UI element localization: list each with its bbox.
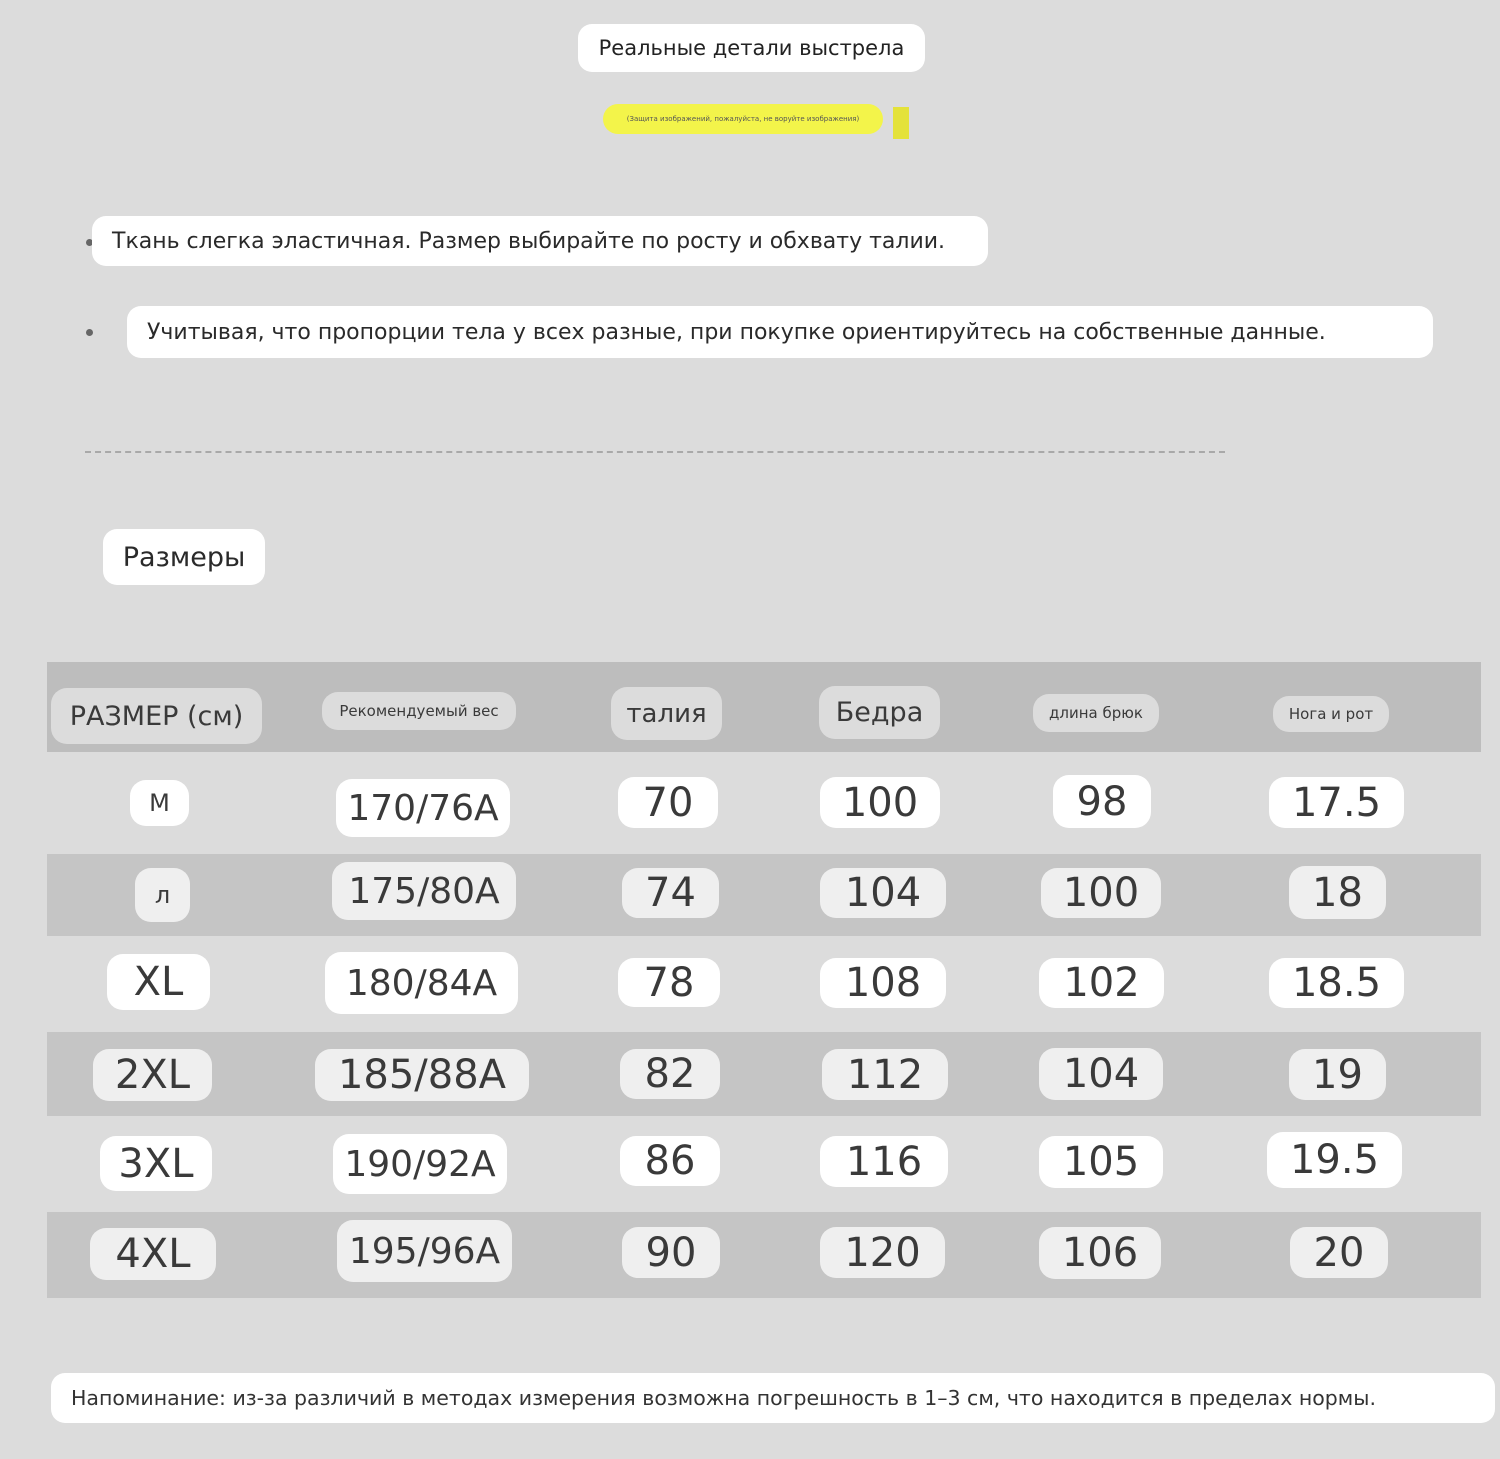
column-header-leg-opening: Нога и рот <box>1273 696 1389 732</box>
image-protection-note: (Защита изображений, пожалуйста, не воруйте изображения) <box>603 104 883 134</box>
cell-size: XL <box>107 954 210 1010</box>
cell-pants-length: 104 <box>1039 1048 1163 1100</box>
cell-pants-length: 106 <box>1039 1227 1161 1279</box>
cell-pants-length: 105 <box>1039 1136 1163 1188</box>
cell-size: 3XL <box>100 1136 212 1191</box>
note-fabric: Ткань слегка эластичная. Размер выбирайте по росту и обхвату талии. <box>92 216 988 266</box>
cell-hips: 100 <box>820 777 940 828</box>
cell-weight: 180/84A <box>325 952 518 1014</box>
cell-weight: 190/92A <box>333 1134 507 1194</box>
column-header-waist: талия <box>611 687 722 740</box>
page-title: Реальные детали выстрела <box>578 24 925 72</box>
cell-size: M <box>130 780 189 826</box>
table-row <box>47 936 1481 1032</box>
table-row <box>47 854 1481 936</box>
column-header-size: РАЗМЕР (см) <box>51 688 262 744</box>
cell-leg-opening: 17.5 <box>1269 777 1404 828</box>
cell-waist: 74 <box>622 868 719 918</box>
cell-weight: 185/88A <box>315 1049 529 1101</box>
table-row <box>47 752 1481 854</box>
measurement-reminder: Напоминание: из-за различий в методах измерения возможна погрешность в 1–3 см, что находится в пределах нормы. <box>51 1373 1495 1423</box>
dashed-divider <box>85 451 1225 453</box>
column-header-weight: Рекомендуемый вес <box>322 692 516 730</box>
column-header-pants-length: длина брюк <box>1033 694 1159 732</box>
cell-size: 4XL <box>90 1228 216 1280</box>
cell-leg-opening: 19.5 <box>1267 1132 1402 1188</box>
table-header-row <box>47 662 1481 752</box>
bullet-icon <box>86 329 93 336</box>
cell-size: л <box>135 868 190 922</box>
cell-waist: 86 <box>620 1136 720 1186</box>
note-proportions: Учитывая, что пропорции тела у всех разные, при покупке ориентируйтесь на собственные данные. <box>127 306 1433 358</box>
cell-pants-length: 100 <box>1041 868 1161 918</box>
cell-waist: 90 <box>622 1227 720 1278</box>
cell-hips: 112 <box>822 1049 948 1100</box>
cell-hips: 104 <box>820 868 946 918</box>
table-row <box>47 1212 1481 1298</box>
cell-waist: 78 <box>618 958 720 1007</box>
table-row <box>47 1116 1481 1212</box>
column-header-hips: Бедра <box>819 686 940 739</box>
cell-waist: 82 <box>620 1049 720 1099</box>
cell-leg-opening: 18 <box>1289 866 1386 919</box>
cell-weight: 175/80A <box>332 862 516 920</box>
size-table <box>47 662 1481 1298</box>
cell-hips: 120 <box>820 1227 945 1278</box>
table-row <box>47 1032 1481 1116</box>
cell-hips: 116 <box>820 1136 948 1187</box>
cell-waist: 70 <box>618 777 718 828</box>
cell-pants-length: 102 <box>1039 958 1164 1008</box>
cell-weight: 170/76A <box>336 779 510 837</box>
cell-leg-opening: 20 <box>1290 1227 1388 1278</box>
cell-size: 2XL <box>93 1049 212 1101</box>
cell-weight: 195/96A <box>337 1220 512 1282</box>
cell-hips: 108 <box>820 958 946 1008</box>
section-title: Размеры <box>103 529 265 585</box>
highlight-mark <box>893 107 909 139</box>
cell-leg-opening: 18.5 <box>1269 958 1404 1008</box>
cell-pants-length: 98 <box>1053 775 1151 828</box>
cell-leg-opening: 19 <box>1289 1049 1386 1100</box>
